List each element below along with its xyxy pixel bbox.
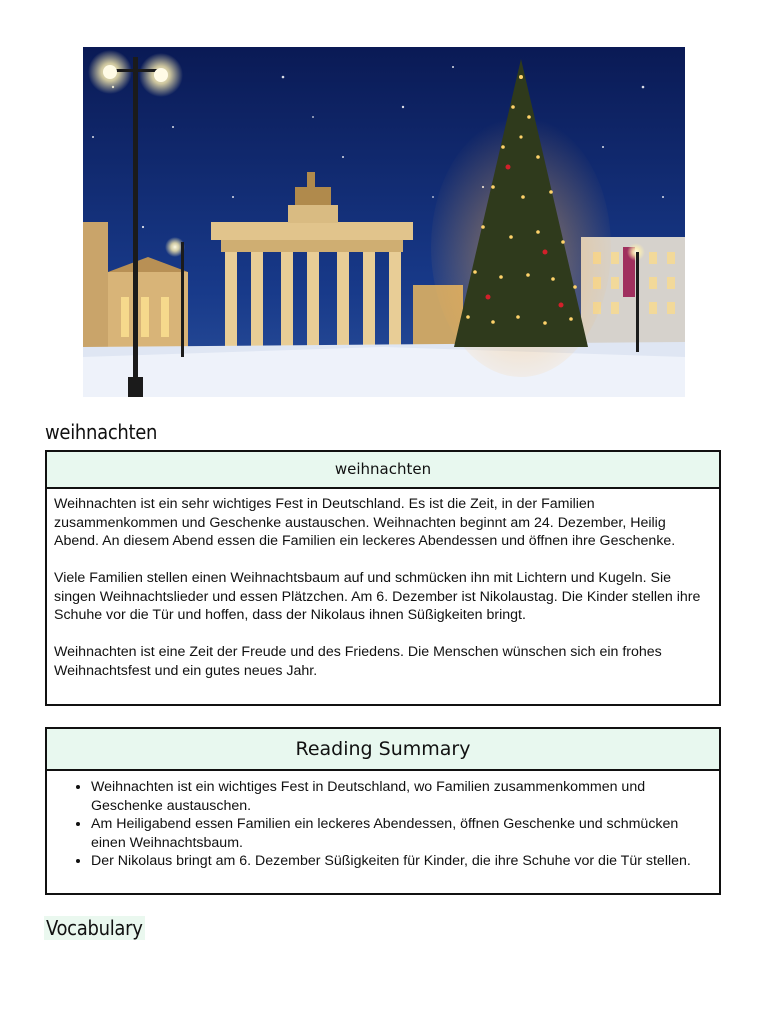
text-box-header: weihnachten <box>47 452 719 489</box>
list-item: • Weihnachten ist ein wichtiges Fest in Deutschland, wo Familien zusammenkommen und Geschenke austauschen. <box>91 778 709 815</box>
brandenburg-gate-christmas-illustration <box>83 47 685 397</box>
section-title: weihnachten <box>45 420 158 444</box>
list-item: • Am Heiligabend essen Familien ein leckeres Abendessen, öffnen Geschenke und schmücken einen Weihnachtsbaum. <box>91 815 709 852</box>
text-box <box>45 450 721 706</box>
paragraph: Weihnachten ist eine Zeit der Freude und des Friedens. Die Menschen wünschen sich ein frohes Weihnachtsfest und ein gutes neues Jahr. <box>54 644 662 679</box>
paragraph: Viele Familien stellen einen Weihnachtsbaum auf und schmücken ihn mit Lichtern und Kugeln. Sie singen Weihnachtslieder und essen Plätzchen. Am 6. Dezember ist Nikolaustag. Die Kinder stellen ihre Schuhe vor die Tür und hoffen, dass der Nikolaus ihnen Süßigkeiten bringt. <box>54 570 701 623</box>
list-item: • Der Nikolaus bringt am 6. Dezember Süßigkeiten für Kinder, die ihre Schuhe vor die Tür stellen. <box>91 852 709 871</box>
vocabulary-heading: Vocabulary <box>46 916 143 940</box>
text-box-body <box>47 489 719 680</box>
hero-photo <box>83 47 685 397</box>
summary-box <box>45 727 721 895</box>
paragraph: Weihnachten ist ein sehr wichtiges Fest in Deutschland. Es ist die Zeit, in der Familien zusammenkommen und Geschenke austauschen. Weihnachten beginnt am 24. Dezember, Heilig Abend. An diesem Abend essen die Familien ein leckeres Abendessen und öffnen ihre Geschenke. <box>54 496 676 549</box>
summary-list <box>47 771 719 871</box>
summary-box-header: Reading Summary <box>47 729 719 771</box>
